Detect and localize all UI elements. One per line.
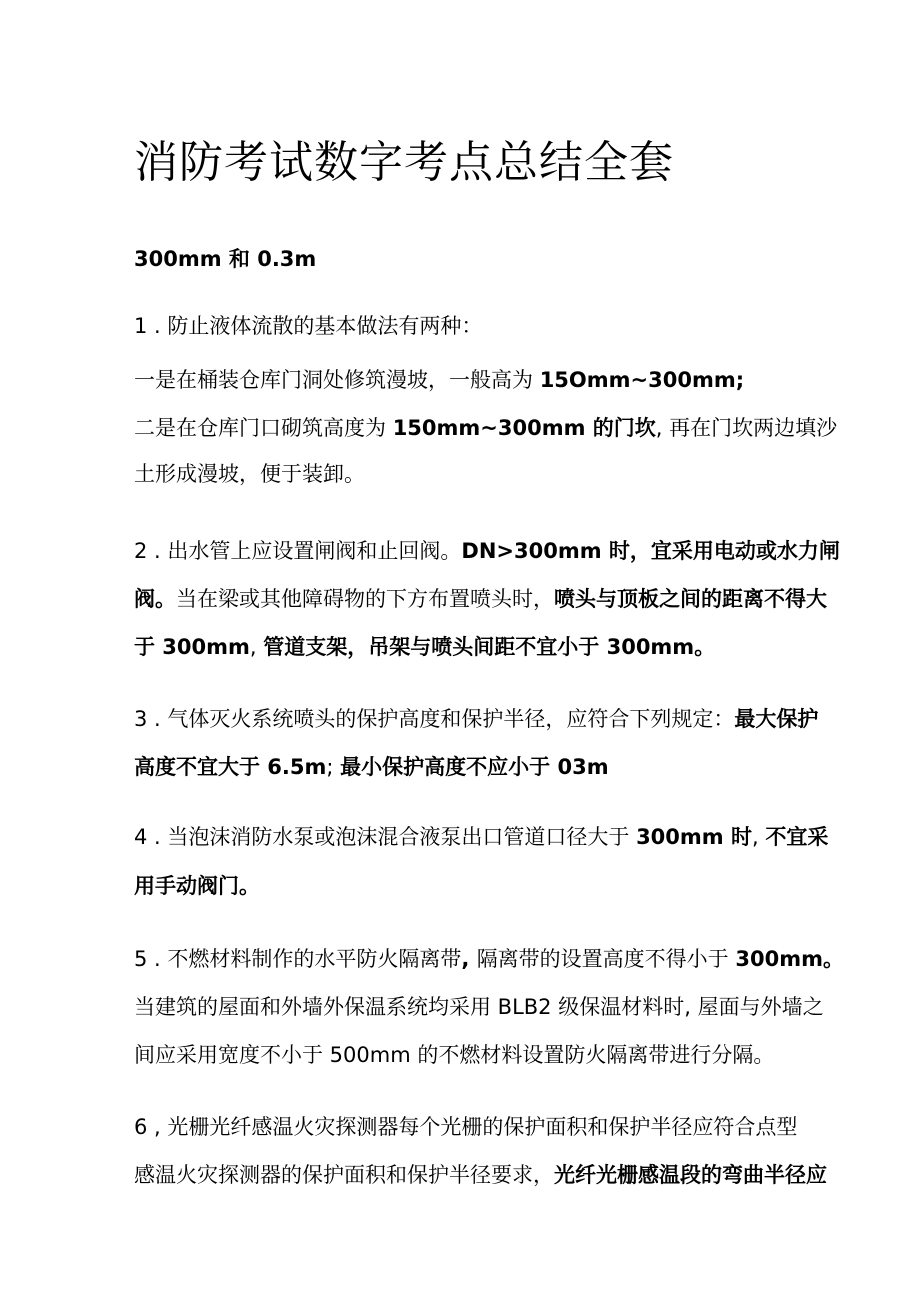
text-line [134,993,824,1021]
text-span: ; [326,755,341,779]
text-span: , 再在门坎两边填沙 [655,416,838,440]
text-line [134,945,844,973]
text-span: 3 . 气体灭火系统喷头的保护高度和保护半径，应符合下列规定： [134,707,735,731]
document-title: 消防考试数字考点总结全套 [134,137,674,188]
text-line [134,585,827,613]
text-span: 隔离带的设置高度不得小于 [476,947,736,971]
bold-text: 管道支架，吊架与喷头间距不宜小于 300mm。 [263,635,716,659]
text-line [134,537,840,565]
text-span: , 屋面与外墙之 [684,995,824,1019]
text-line [134,753,609,781]
bold-text: 于 300mm [134,635,250,659]
text-line [134,1161,827,1189]
bold-text: 最小保护高度不应小于 03m [340,755,609,779]
text-line [134,312,482,340]
bold-text: 光纤光栅感温段的弯曲半径应 [554,1163,827,1187]
text-span: 一是在桶装仓库门洞处修筑漫坡，一般高为 [134,368,540,392]
bold-text: 300mm。 [735,947,844,971]
bold-text: 150mm~300mm 的门坎 [392,416,656,440]
text-span: , [751,825,766,849]
text-span: 4 . 当泡沫消防水泵或泡沫混合液泵出口管道口径大于 [134,825,637,849]
bold-text: 15Omm~300mm; [539,368,745,392]
text-line [134,460,365,488]
text-line [134,705,818,733]
bold-text: 高度不宜大于 6.5m [134,755,327,779]
bold-text: 不宜采 [765,825,829,849]
text-span: 土形成漫坡，便于装卸。 [134,462,365,486]
text-line [134,1041,774,1069]
text-span: 6 , 光栅光纤感温火灾探测器每个光栅的保护面积和保护半径应符合点型 [134,1115,798,1139]
bold-text: 喷头与顶板之间的距离不得大 [554,587,827,611]
bold-text: DN>300mm 时，宜采用电动或水力闸 [461,539,840,563]
text-line [134,1113,797,1141]
bold-text: , [461,947,477,971]
text-line [134,633,715,661]
bold-text: 最大保护 [734,707,819,731]
bold-text: 用手动阀门。 [134,874,260,898]
text-line [134,823,828,851]
text-span: 当在梁或其他障碍物的下方布置喷头时， [176,587,554,611]
text-span: 当建筑的屋面和外墙外保温系统均采用 BLB2 级保温材料时 [134,995,685,1019]
bold-text: 阀。 [134,587,176,611]
text-line [134,872,260,900]
text-span: 5 . 不燃材料制作的水平防火隔离带 [134,947,462,971]
text-span: 二是在仓库门口砌筑高度为 [134,416,393,440]
text-span: 感温火灾探测器的保护面积和保护半径要求， [134,1163,554,1187]
text-line [134,366,744,394]
text-span: 2 . 出水管上应设置闸阀和止回阀。 [134,539,462,563]
text-span: 间应采用宽度不小于 500mm 的不燃材料设置防火隔离带进行分隔。 [134,1043,775,1067]
text-span: , [249,635,264,659]
section-heading: 300mm 和 0.3m [134,247,317,271]
bold-text: 300mm 时 [636,825,752,849]
text-span: 1 . 防止液体流散的基本做法有两种： [134,314,483,338]
text-line [134,414,837,442]
